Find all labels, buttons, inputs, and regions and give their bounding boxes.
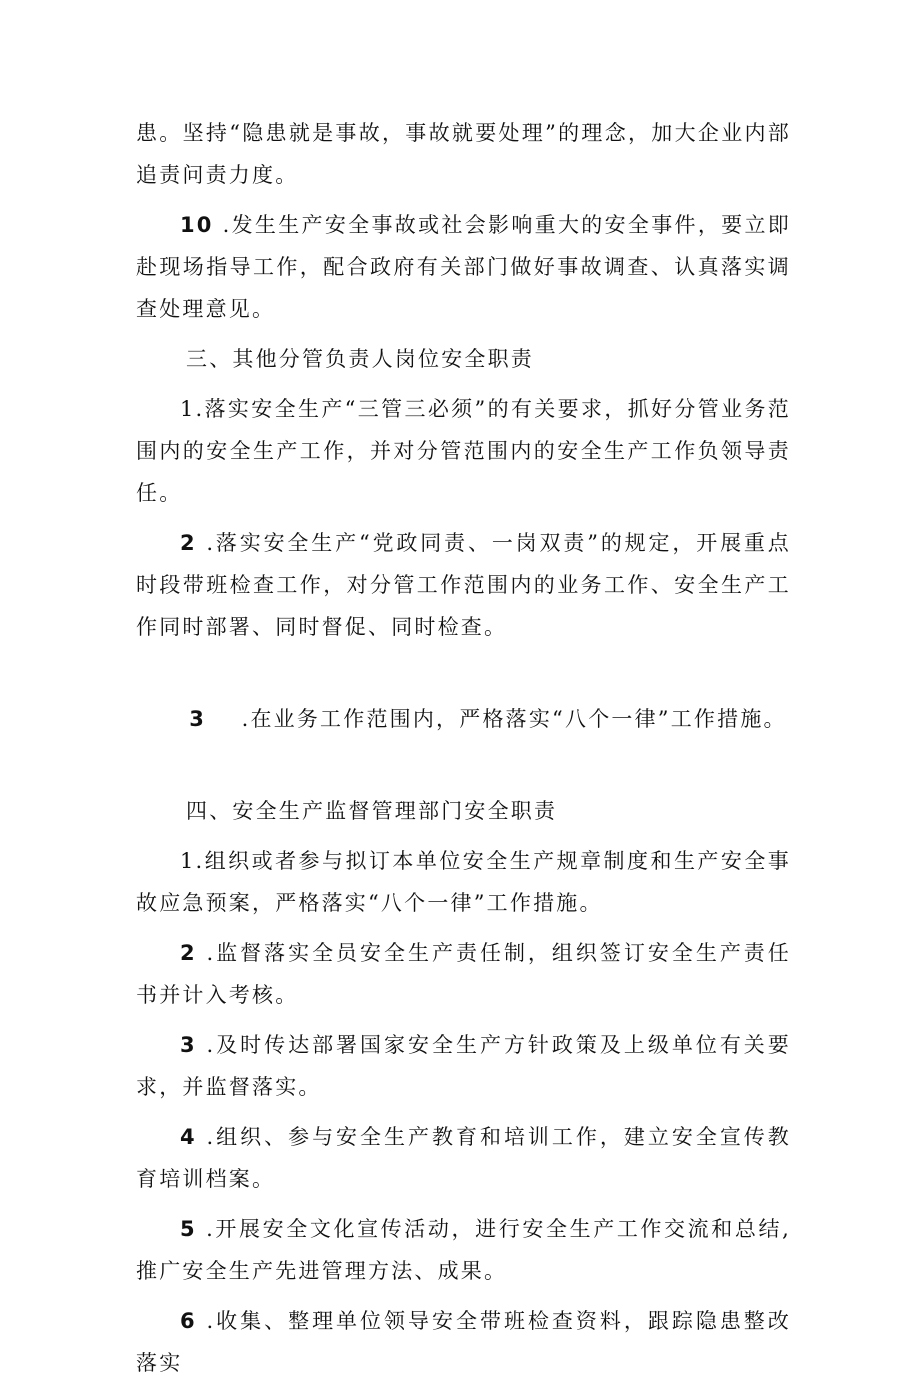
- item-number: 3: [189, 707, 207, 731]
- paragraph-continuation: [136, 112, 791, 196]
- paragraph-item-6: [136, 1300, 791, 1384]
- item-number: 4: [180, 1125, 197, 1149]
- section-heading-3: [186, 338, 791, 380]
- item-number: 2: [180, 531, 197, 555]
- paragraph-text: .收集、整理单位领导安全带班检查资料，跟踪隐患整改落实: [136, 1309, 791, 1375]
- paragraph-item-2: [136, 932, 791, 1016]
- paragraph-text: 1.组织或者参与拟订本单位安全生产规章制度和生产安全事故应急预案，严格落实“八个一律”工作措施。: [136, 849, 791, 915]
- document-body: [136, 112, 791, 1392]
- paragraph-item-10: [136, 204, 791, 330]
- paragraph-text: 1.落实安全生产“三管三必须”的有关要求，抓好分管业务范围内的安全生产工作，并对分管范围内的安全生产工作负领导责任。: [136, 397, 791, 505]
- paragraph-text: .监督落实全员安全生产责任制，组织签订安全生产责任书并计入考核。: [136, 941, 791, 1007]
- paragraph-item-1: [136, 388, 791, 514]
- paragraph-item-3: [136, 656, 791, 782]
- section-heading-4: [186, 790, 791, 832]
- paragraph-item-5: [136, 1208, 791, 1292]
- paragraph-item-4: [136, 1116, 791, 1200]
- item-number: 5: [180, 1217, 197, 1241]
- item-number: 2: [180, 941, 197, 965]
- paragraph-text: .及时传达部署国家安全生产方针政策及上级单位有关要求，并监督落实。: [136, 1033, 791, 1099]
- paragraph-item-2: [136, 522, 791, 648]
- paragraph-text: .在业务工作范围内，严格落实“八个一律”工作措施。: [206, 707, 787, 731]
- item-number: 3: [180, 1033, 197, 1057]
- paragraph-item-1: [136, 840, 791, 924]
- paragraph-text: .落实安全生产“党政同责、一岗双责”的规定，开展重点时段带班检查工作，对分管工作范围内的业务工作、安全生产工作同时部署、同时督促、同时检查。: [136, 531, 791, 639]
- paragraph-text: .开展安全文化宣传活动，进行安全生产工作交流和总结,推广安全生产先进管理方法、成果。: [136, 1217, 791, 1283]
- item-number: 6: [180, 1309, 197, 1333]
- section-title: 三、其他分管负责人岗位安全职责: [186, 347, 534, 371]
- paragraph-text: .组织、参与安全生产教育和培训工作，建立安全宣传教育培训档案。: [136, 1125, 791, 1191]
- item-number: 10: [180, 213, 214, 237]
- paragraph-text: 患。坚持“隐患就是事故，事故就要处理”的理念，加大企业内部追责问责力度。: [136, 121, 791, 187]
- paragraph-item-3: [136, 1024, 791, 1108]
- paragraph-text: .发生生产安全事故或社会影响重大的安全事件，要立即赴现场指导工作，配合政府有关部门做好事故调查、认真落实调查处理意见。: [136, 213, 791, 321]
- section-title: 四、安全生产监督管理部门安全职责: [186, 799, 558, 823]
